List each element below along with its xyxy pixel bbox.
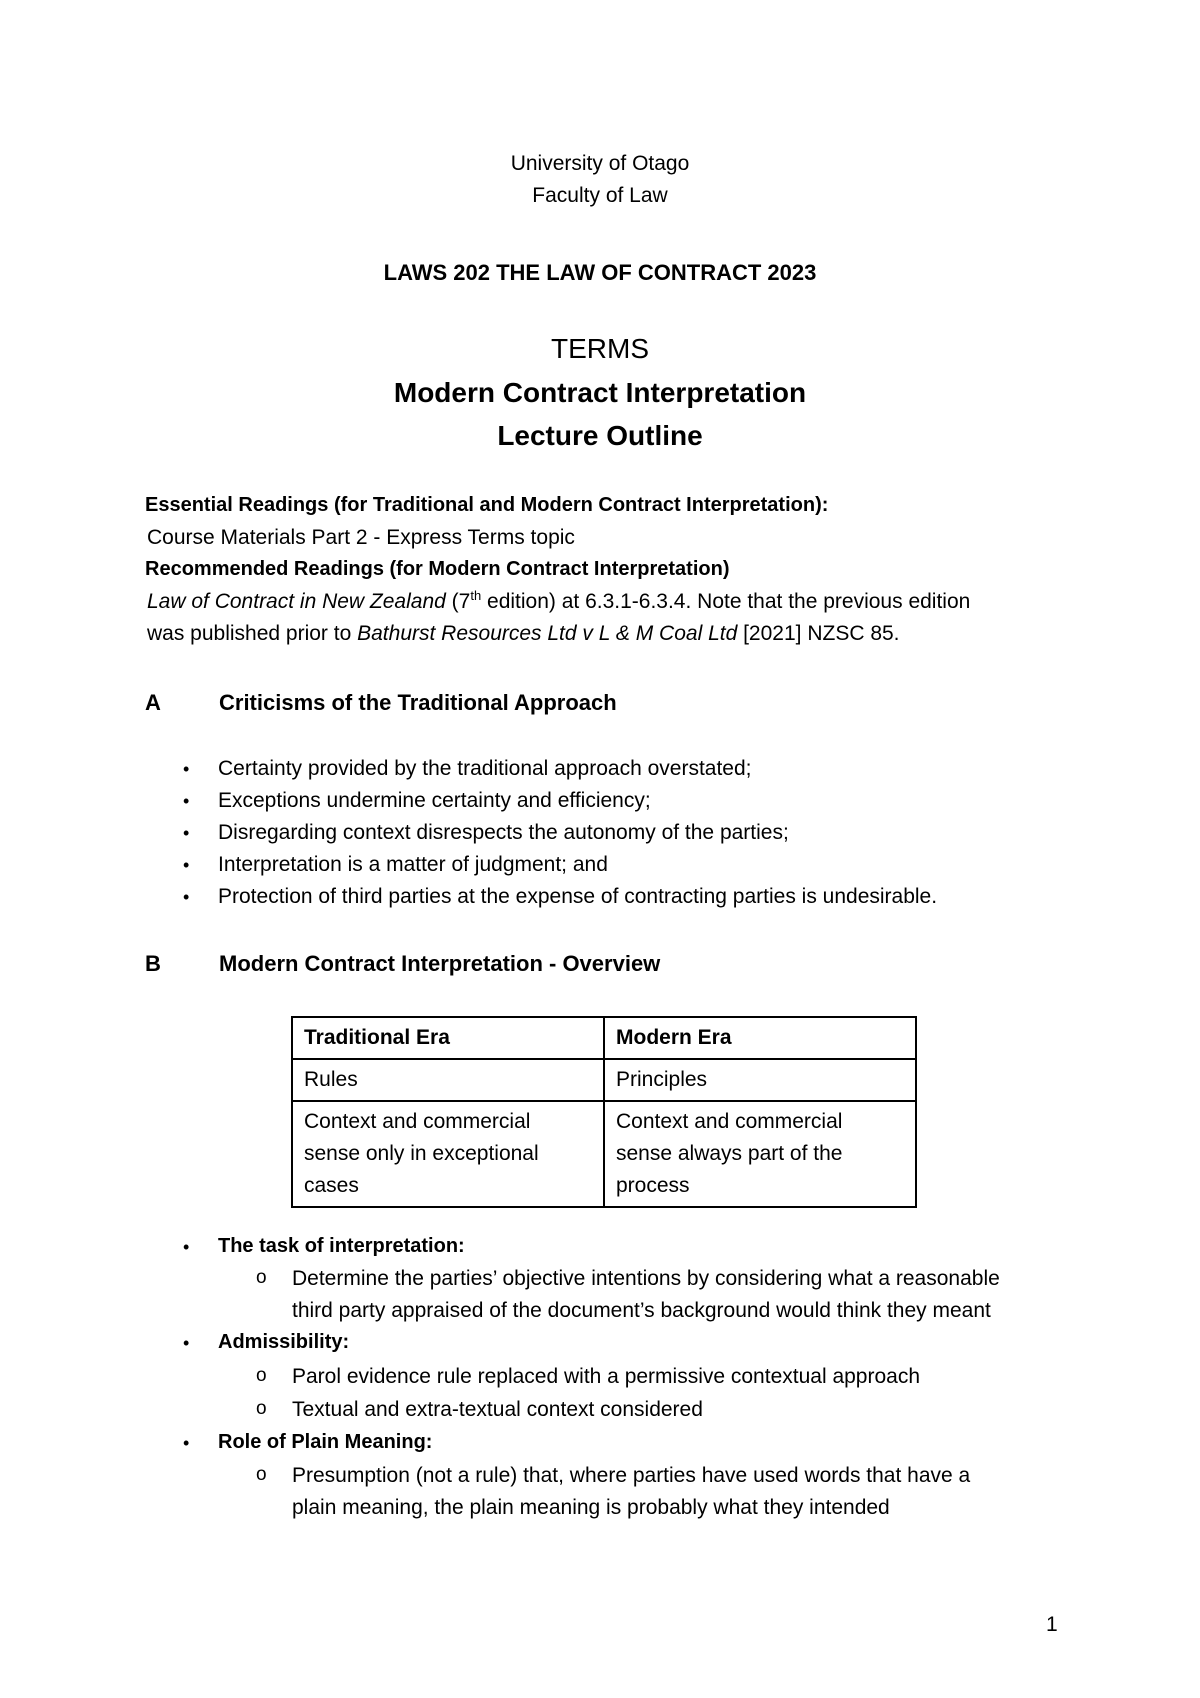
essential-readings-heading: Essential Readings (for Traditional and Modern Contract Interpretation): bbox=[145, 494, 829, 516]
list-item: Protection of third parties at the expense of contracting parties is undesirable. bbox=[218, 885, 938, 908]
table-cell: Rules bbox=[292, 1059, 604, 1101]
recommended-readings-heading: Recommended Readings (for Modern Contract Interpretation) bbox=[145, 558, 730, 580]
list-item: Certainty provided by the traditional approach overstated; bbox=[218, 757, 752, 780]
case-citation: [2021] NZSC 85. bbox=[737, 622, 900, 645]
essential-readings-text: Course Materials Part 2 - Express Terms topic bbox=[147, 526, 575, 549]
table-header-row bbox=[292, 1017, 916, 1059]
bullet-icon: • bbox=[183, 1433, 190, 1453]
cell-line: sense only in exceptional bbox=[304, 1142, 539, 1165]
sub-item-line: plain meaning, the plain meaning is probably what they intended bbox=[292, 1496, 890, 1519]
era-comparison-table bbox=[291, 1016, 917, 1208]
lecture-subtitle: Modern Contract Interpretation bbox=[393, 377, 807, 408]
edition-detail: edition) at 6.3.1-6.3.4. Note that the previous edition bbox=[481, 590, 971, 613]
case-name: Bathurst Resources Ltd v L & M Coal Ltd bbox=[357, 622, 738, 645]
university-name: University of Otago bbox=[510, 152, 690, 175]
sub-bullet-icon: o bbox=[256, 1464, 267, 1485]
table-row bbox=[292, 1059, 916, 1101]
sub-item-line: Determine the parties’ objective intentions by considering what a reasonable bbox=[292, 1267, 1000, 1290]
cell-line: process bbox=[616, 1174, 690, 1197]
table-cell: Principles bbox=[604, 1059, 916, 1101]
table-cell bbox=[604, 1101, 916, 1207]
bullet-icon: • bbox=[183, 759, 190, 779]
sub-item-line: Presumption (not a rule) that, where parties have used words that have a bbox=[292, 1464, 971, 1487]
book-title: Law of Contract in New Zealand bbox=[147, 590, 446, 613]
list-item: Disregarding context disrespects the autonomy of the parties; bbox=[218, 821, 789, 844]
bullet-icon: • bbox=[183, 855, 190, 875]
sub-item-line: Parol evidence rule replaced with a permissive contextual approach bbox=[292, 1365, 921, 1388]
sub-item-line: Textual and extra-textual context considered bbox=[292, 1398, 703, 1421]
cell-line: Context and commercial bbox=[304, 1110, 531, 1133]
bullet-icon: • bbox=[183, 1333, 190, 1353]
faculty-name: Faculty of Law bbox=[532, 184, 668, 207]
table-row bbox=[292, 1101, 916, 1207]
bullet-icon: • bbox=[183, 791, 190, 811]
point-label: Role of Plain Meaning: bbox=[218, 1431, 433, 1453]
cell-line: sense always part of the bbox=[616, 1142, 843, 1165]
bullet-icon: • bbox=[183, 887, 190, 907]
bullet-icon: • bbox=[183, 1237, 190, 1257]
point-label: Admissibility: bbox=[218, 1331, 350, 1353]
recommended-reading-line-2 bbox=[147, 622, 900, 646]
table-header-cell: Modern Era bbox=[604, 1017, 916, 1059]
section-b-letter: B bbox=[145, 951, 161, 976]
cell-line: Context and commercial bbox=[616, 1110, 843, 1133]
sub-item-line: third party appraised of the document’s background would think they meant bbox=[292, 1299, 991, 1322]
cell-line: cases bbox=[304, 1174, 359, 1197]
sub-bullet-icon: o bbox=[256, 1267, 267, 1288]
list-item: Interpretation is a matter of judgment; and bbox=[218, 853, 608, 876]
topic-title: TERMS bbox=[551, 333, 649, 364]
page-number: 1 bbox=[1046, 1613, 1058, 1636]
doc-type: Lecture Outline bbox=[497, 420, 703, 451]
sub-bullet-icon: o bbox=[256, 1398, 267, 1419]
section-b-title: Modern Contract Interpretation - Overview bbox=[219, 951, 661, 976]
recommended-reading-line-1 bbox=[147, 590, 970, 614]
point-label: The task of interpretation: bbox=[218, 1235, 465, 1257]
course-title: LAWS 202 THE LAW OF CONTRACT 2023 bbox=[383, 260, 817, 285]
sub-bullet-icon: o bbox=[256, 1365, 267, 1386]
list-item: Exceptions undermine certainty and efficiency; bbox=[218, 789, 651, 812]
edition-suffix: th bbox=[470, 588, 482, 603]
table-header-cell: Traditional Era bbox=[292, 1017, 604, 1059]
section-a-title: Criticisms of the Traditional Approach bbox=[219, 690, 617, 715]
prior-text: was published prior to bbox=[147, 622, 358, 645]
edition-prefix: (7 bbox=[445, 590, 471, 613]
bullet-icon: • bbox=[183, 823, 190, 843]
section-a-letter: A bbox=[145, 690, 161, 715]
table-cell bbox=[292, 1101, 604, 1207]
